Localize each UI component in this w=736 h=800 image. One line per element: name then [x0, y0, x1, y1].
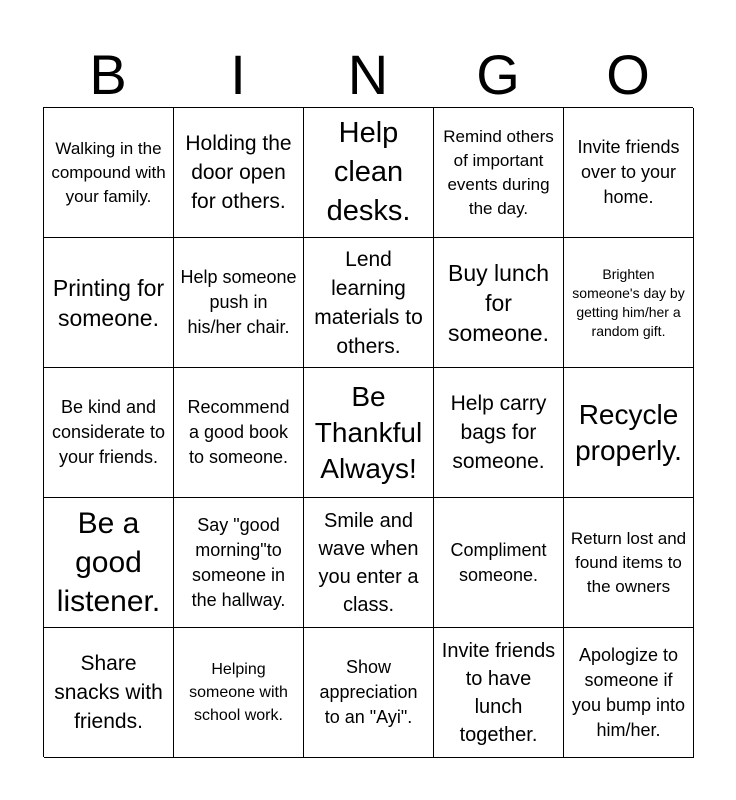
bingo-cell-r5c4[interactable]	[434, 628, 564, 758]
bingo-cell-r4c3[interactable]	[304, 498, 434, 628]
bingo-cell-text: Smile and wave when you enter a class.	[318, 509, 419, 616]
bingo-cell-r3c4[interactable]	[434, 368, 564, 498]
bingo-cell-text: Holding the door open for others.	[185, 132, 292, 213]
bingo-cell-text: Invite friends to have lunch together.	[441, 639, 556, 746]
bingo-cell-text: Buy lunch for someone.	[447, 259, 549, 346]
bingo-grid	[43, 107, 693, 757]
bingo-cell-r4c1[interactable]	[44, 498, 174, 628]
header-letter-o: O	[606, 43, 650, 106]
bingo-cell-r1c1[interactable]	[44, 108, 174, 238]
bingo-cell-r3c3[interactable]	[304, 368, 434, 498]
bingo-cell-r3c1[interactable]	[44, 368, 174, 498]
bingo-cell-r5c5[interactable]	[564, 628, 694, 758]
bingo-cell-r4c5[interactable]	[564, 498, 694, 628]
bingo-cell-text: Be kind and considerate to your friends.	[51, 397, 166, 467]
bingo-cell-r2c3[interactable]	[304, 238, 434, 368]
bingo-cell-r3c2[interactable]	[174, 368, 304, 498]
bingo-cell-r2c5[interactable]	[564, 238, 694, 368]
bingo-cell-text: Help someone push in his/her chair.	[180, 267, 297, 337]
bingo-cell-r2c1[interactable]	[44, 238, 174, 368]
bingo-cell-text: Lend learning materials to others.	[314, 247, 423, 358]
bingo-cell-text: Printing for someone.	[52, 274, 165, 331]
bingo-cell-r1c3[interactable]	[304, 108, 434, 238]
bingo-cell-r2c4[interactable]	[434, 238, 564, 368]
bingo-cell-r5c1[interactable]	[44, 628, 174, 758]
bingo-cell-text: Compliment someone.	[450, 539, 547, 585]
bingo-cell-text: Remind others of important events during the day.	[443, 126, 554, 218]
bingo-cell-r4c2[interactable]	[174, 498, 304, 628]
bingo-cell-text: Say "good morning"to someone in the hallway.	[191, 514, 286, 610]
bingo-cell-text: Help carry bags for someone.	[450, 392, 547, 473]
bingo-cell-r5c3[interactable]	[304, 628, 434, 758]
bingo-cell-r3c5[interactable]	[564, 368, 694, 498]
bingo-cell-text: Recycle properly.	[575, 398, 682, 466]
bingo-cell-text: Walking in the compound with your family.	[51, 138, 166, 206]
bingo-cell-text: Invite friends over to your home.	[577, 137, 680, 207]
header-letter-i: I	[230, 43, 246, 106]
bingo-cell-text: Be Thankful Always!	[314, 380, 423, 484]
bingo-cell-text: Show appreciation to an "Ayi".	[319, 657, 418, 727]
bingo-cell-r1c4[interactable]	[434, 108, 564, 238]
bingo-cell-r2c2[interactable]	[174, 238, 304, 368]
bingo-cell-text: Apologize to someone if you bump into him/her.	[571, 644, 686, 740]
bingo-header	[43, 42, 693, 108]
bingo-cell-text: Recommend a good book to someone.	[187, 397, 290, 467]
header-letter-n: N	[347, 43, 389, 106]
bingo-cell-text: Be a good listener.	[56, 507, 161, 618]
header-letter-b: B	[89, 43, 127, 106]
bingo-cell-r5c2[interactable]	[174, 628, 304, 758]
bingo-cell-text: Helping someone with school work.	[189, 661, 288, 724]
bingo-cell-text: Return lost and found items to the owners	[570, 528, 687, 596]
bingo-cell-text: Share snacks with friends.	[54, 652, 163, 733]
header-letter-g: G	[476, 43, 520, 106]
bingo-cell-text: Brighten someone's day by getting him/her a random gift.	[572, 265, 685, 339]
bingo-cell-text: Help clean desks.	[326, 117, 411, 227]
bingo-cell-r1c2[interactable]	[174, 108, 304, 238]
bingo-cell-r1c5[interactable]	[564, 108, 694, 238]
bingo-cell-r4c4[interactable]	[434, 498, 564, 628]
